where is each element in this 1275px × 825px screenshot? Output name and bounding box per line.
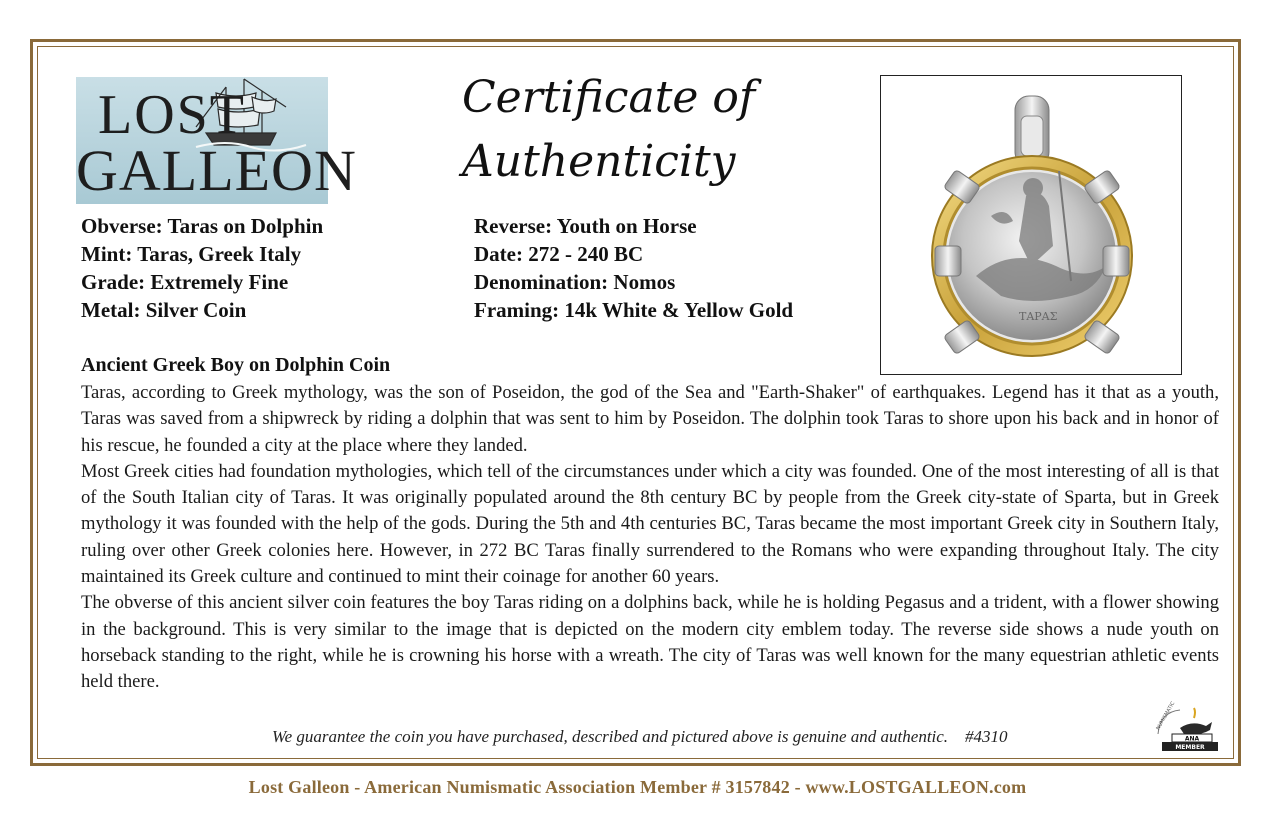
ana-badge-bottom: MEMBER xyxy=(1175,744,1205,751)
lamp-icon xyxy=(1150,700,1220,754)
certificate-title xyxy=(460,66,880,194)
attr-denomination: Denomination: Nomos xyxy=(474,270,676,294)
ana-badge-mid: ANA xyxy=(1184,735,1200,743)
logo-word-lost: LOST xyxy=(98,84,246,146)
guarantee-statement: We guarantee the coin you have purchased, described and pictured above is genuine and authentic. #4310 xyxy=(272,727,1008,746)
attr-framing: Framing: 14k White & Yellow Gold xyxy=(474,298,794,322)
footer-member-info: Lost Galleon - American Numismatic Association Member # 3157842 - www.LOSTGALLEON.com xyxy=(248,777,1027,797)
description-body xyxy=(81,380,1219,696)
logo-word-galleon: GALLEON xyxy=(76,138,357,203)
attributes-right xyxy=(474,212,793,324)
attr-metal: Metal: Silver Coin xyxy=(81,298,247,322)
paragraph-3: The obverse of this ancient silver coin features the boy Taras riding on a dolphins back, while he is holding Pegasus and a trident, with a flower showing in the background. This is very similar to the image that is depicted on the modern city emblem today. The reverse side shows a nude youth on horseback standing to the right, while he is crowning his horse with a wreath. The city of Taras was well known for the many equestrian athletic events held there. xyxy=(81,592,1219,693)
attr-reverse: Reverse: Youth on Horse xyxy=(474,214,697,238)
title-line-1: Certificate of xyxy=(462,72,756,123)
coin-inscription: ΤΑΡΑΣ xyxy=(1019,310,1058,323)
attributes-left xyxy=(81,212,323,324)
attr-grade: Grade: Extremely Fine xyxy=(81,270,289,294)
attr-obverse: Obverse: Taras on Dolphin xyxy=(81,214,324,238)
paragraph-2: Most Greek cities had foundation mythologies, which tell of the circumstances under which a city was founded. One of the most interesting of all is that of the South Italian city of Taras. It was originally populated around the 8th century BC by people from the Greek city-state of Sparta, but in Greek mythology it was founded with the help of the gods. During the 5th and 4th centuries BC, Taras became the most important Greek city in Southern Italy, ruling over other Greek colonies here. However, in 272 BC Taras finally surrendered to the Romans who were expanding throughout Italy. The city maintained its Greek culture and continued to mint their coinage for another 60 years. xyxy=(81,460,1219,588)
lost-galleon-logo xyxy=(76,77,357,204)
coin-pendant-image xyxy=(881,76,1181,374)
paragraph-1: Taras, according to Greek mythology, was the son of Poseidon, the god of the Sea and "Earth-Shaker" of earthquakes. Legend has it that as a youth, Taras was saved from a shipwreck by riding a dolphin that was sent to him by Poseidon. The dolphin took Taras to shore upon his back and in honor of his rescue, he founded a city at the place where they landed. xyxy=(81,382,1219,456)
title-line-2: Authenticity xyxy=(462,136,736,187)
description-heading: Ancient Greek Boy on Dolphin Coin xyxy=(81,354,391,376)
ana-badge-top: NUMISMATIC xyxy=(1155,700,1177,732)
attr-mint: Mint: Taras, Greek Italy xyxy=(81,242,302,266)
attr-date: Date: 272 - 240 BC xyxy=(474,242,644,266)
ana-member-badge xyxy=(1150,700,1220,754)
coin-photo xyxy=(880,75,1182,375)
